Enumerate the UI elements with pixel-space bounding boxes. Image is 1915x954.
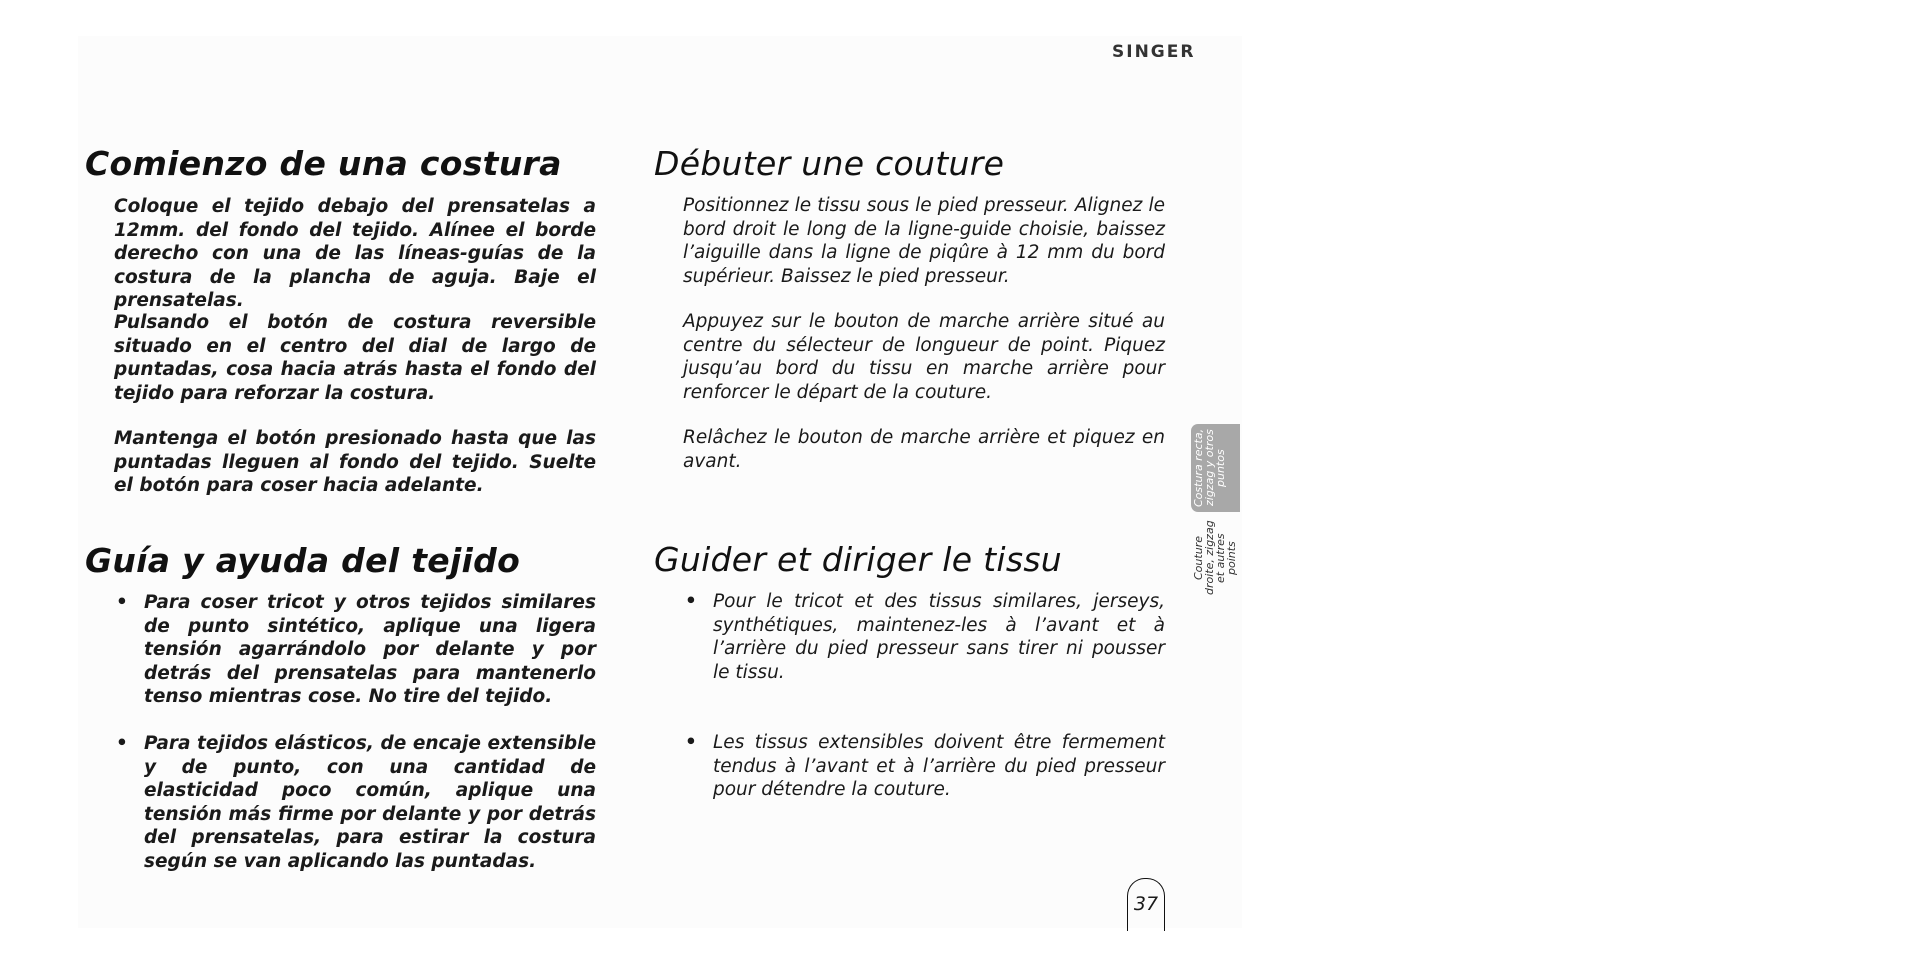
bullet-es-2	[116, 732, 596, 873]
chapter-tab-label-fr: Couture droite, zigzag et autres points	[1192, 520, 1238, 596]
paragraph-es-1: Coloque el tejido debajo del prensatelas a 12mm. del fondo del tejido. Alínee el borde derecho con una de las líneas-guías de la costura de la plancha de aguja. Baje el prensatelas.	[114, 196, 596, 311]
bullet-es-1	[116, 591, 596, 709]
section-title-es-2: Guía y ayuda del tejido	[85, 541, 521, 580]
page-number: 37	[1127, 878, 1165, 931]
bullet-text: Les tissus extensibles doivent être fermement tendus à l’avant et à l’arrière du pied presseur pour détendre la couture.	[713, 732, 1165, 800]
bullet-dot: •	[116, 733, 128, 754]
bullet-text: Para tejidos elásticos, de encaje extensible y de punto, con una cantidad de elasticidad poco común, aplique una tensión más firme por delante y por detrás del prensatelas, para estirar la costura según se van aplicando las puntadas.	[144, 733, 596, 872]
chapter-tab-label-es: Costura recta, zigzag y otros puntos	[1192, 428, 1227, 508]
bullet-fr-1	[685, 590, 1165, 684]
bullet-text: Para coser tricot y otros tejidos similares de punto sintético, aplique una ligera tensión agarrándolo por delante y por detrás del prensatelas para mantenerlo tenso mientras cose. No tire del tejido.	[144, 592, 596, 707]
brand-logo: SINGER	[1112, 42, 1196, 62]
bullet-dot: •	[685, 591, 697, 612]
paragraph-es-3: Mantenga el botón presionado hasta que las puntadas lleguen al fondo del tejido. Suelte el botón para coser hacia adelante.	[114, 428, 596, 496]
bullet-dot: •	[685, 732, 697, 753]
paragraph-fr-3: Relâchez le bouton de marche arrière et piquez en avant.	[683, 427, 1165, 472]
bullet-fr-2	[685, 731, 1165, 802]
section-title-fr-2: Guider et diriger le tissu	[654, 540, 1063, 579]
bullet-text: Pour le tricot et des tissus similares, jerseys, synthétiques, maintenez-les à l’avant et à l’arrière du pied presseur sans tirer ni pousser le tissu.	[713, 591, 1165, 683]
paragraph-es-2: Pulsando el botón de costura reversible situado en el centro del dial de largo de puntadas, cosa hacia atrás hasta el fondo del tejido para reforzar la costura.	[114, 312, 596, 404]
bullet-dot: •	[116, 592, 128, 613]
paragraph-fr-2: Appuyez sur le bouton de marche arrière situé au centre du sélecteur de longueur de point. Piquez jusqu’au bord du tissu en marche arrière pour renforcer le départ de la couture.	[683, 311, 1165, 403]
section-title-es-1: Comienzo de una costura	[85, 144, 562, 183]
section-title-fr-1: Débuter une couture	[654, 144, 1005, 183]
paragraph-fr-1: Positionnez le tissu sous le pied presseur. Alignez le bord droit le long de la ligne-guide choisie, baissez l’aiguille dans la ligne de piqûre à 12 mm du bord supérieur. Baissez le pied presseur.	[683, 195, 1165, 287]
